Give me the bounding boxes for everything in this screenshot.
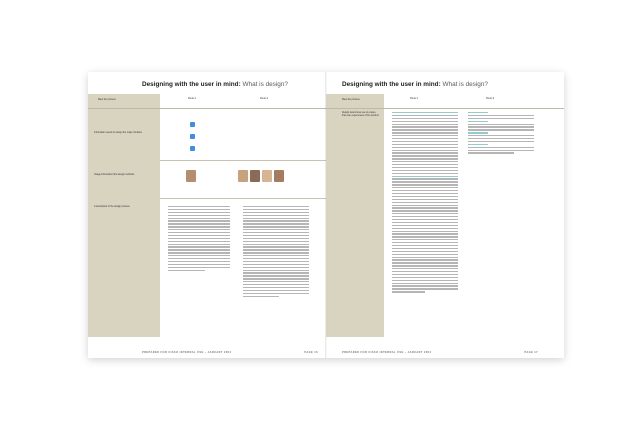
user-icon [190, 122, 195, 127]
right-sidebar [326, 94, 384, 337]
left-page-title [142, 81, 288, 88]
right-body [326, 94, 564, 337]
right-footer-text: PREPARED FOR CISCO INTERNAL USE – JANUARY 2004 [342, 351, 432, 354]
left-row-label-3: A description of the design process [94, 206, 130, 208]
right-footer [342, 351, 538, 354]
right-page-title [342, 81, 488, 88]
left-sidebar [88, 94, 160, 337]
left-body-text-col2 [243, 206, 309, 299]
right-page-number: PAGE 17 [524, 351, 538, 354]
left-body [88, 94, 326, 337]
document-spread [88, 72, 564, 358]
right-row-label: Design determines use to ensure that user experiences of the product [342, 112, 379, 117]
persona-photo [262, 170, 272, 182]
right-page [326, 72, 564, 358]
persona-photo [186, 170, 196, 182]
left-footer [142, 351, 318, 354]
left-title-sub: What is design? [242, 81, 288, 88]
left-body-text-col1 [168, 206, 230, 272]
right-section-label: Meet the process [342, 99, 360, 101]
left-page-number: PAGE 16 [304, 351, 318, 354]
left-row-label-1: Information needs to design the major interface [94, 132, 143, 134]
right-title-sub: What is design? [442, 81, 488, 88]
right-title-strong: Designing with the user in mind: [342, 81, 441, 88]
left-footer-text: PREPARED FOR CISCO INTERNAL USE – JANUARY 2004 [142, 351, 232, 354]
right-col2-head: Model 2 [486, 98, 495, 100]
right-col1-head: Model 1 [410, 98, 419, 100]
user-icon [190, 146, 195, 151]
left-divider-1 [160, 160, 326, 161]
right-body-text-col2 [468, 112, 534, 155]
user-icon [190, 134, 195, 139]
left-divider-2 [160, 198, 326, 199]
left-page [88, 72, 326, 358]
left-section-label: Meet the process [98, 99, 116, 101]
persona-photo [250, 170, 260, 182]
left-title-strong: Designing with the user in mind: [142, 81, 241, 88]
left-col2-head: Model 2 [260, 98, 269, 100]
right-body-text-col1 [392, 112, 458, 294]
persona-photo [274, 170, 284, 182]
persona-photo [238, 170, 248, 182]
left-row-label-2: Usage information flow design methods [94, 174, 135, 176]
left-col1-head: Model 1 [188, 98, 197, 100]
